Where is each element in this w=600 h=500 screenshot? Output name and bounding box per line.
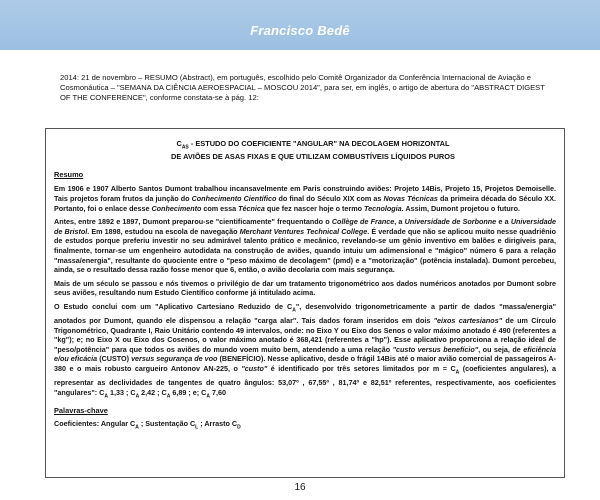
paragraph-1 (54, 184, 556, 213)
intro-paragraph: 2014: 21 de novembro – RESUMO (Abstract), em português, escolhido pelo Comitê Organizador da Conferência Internacional de Aviação e Cosmonáutica – "SEMANA DA CIÊNCIA AEROESPACIAL – MOSCOU 2014", para ser, em inglês, o artigo de abertura do "ABSTRACT DIGEST OF THE CONFERENCE", conforme constata-se à pág. 12: (60, 73, 545, 103)
p4-text-a: O Estudo conclui com um "Aplicativo Cartesiano Reduzido de C (54, 302, 293, 311)
p4-text-c: de um Círculo Trigonométrico, Quadrante I, Raio Unitário contendo 49 intervalos, onde: no Eixo Y ou Eixo dos Senos o valor máximo anotado é 490 (referentes a "kg"); e; no Eixo X ou Eixo dos Cosenos, o valor máximo anotado é 368,421 (referentes a "hp"). Esse aplicativo proporciona a relação ideal de "peso/potência" para que todos os aviões do mundo voem muito bem, atendendo a uma relação (54, 316, 556, 354)
p4-text-g: é identificado por três setores limitados por m = C (267, 364, 456, 373)
p4-text-l: 7,60 (209, 387, 226, 397)
p4-sub-1: A (292, 307, 296, 314)
kw-sub-1: A (135, 424, 139, 431)
header-title: Francisco Bedê (250, 23, 350, 38)
page-number: 16 (294, 482, 306, 493)
p1-em-4: Técnica (238, 203, 265, 213)
p4-text-i: 1,33 ; C (107, 387, 136, 397)
p4-text-h: (coeficientes angulares), a representar as declividades de tangentes de quatro ângulos: 53,07º , 67,55º , 81,74º e 82,51º referentes, respectivamente, aos coeficientes "angulares": C (54, 364, 556, 397)
paragraph-4 (54, 302, 556, 402)
p1-em-3: Conhecimento (151, 203, 202, 213)
p1-text-e: que fez nascer hoje o termo (264, 203, 364, 213)
kw-sub-3: D (237, 424, 241, 431)
p2-text-a: Antes, entre 1892 e 1897, Dumont preparou-se "cientificamente" frequentando o (54, 217, 332, 227)
p4-sub-2: A (455, 369, 460, 376)
article-title (70, 139, 556, 162)
kw-sub-2: L (195, 424, 199, 431)
p2-text-e: . É verdade que não se aplicou muito nesse quadriênio de estudos porque preferiu investir no seu admirável talento prático e mecânico, revelando-se um gênio inventivo em balões e dirigíveis para, finalmente, tornar-se um engenheiro autodidata na construção de aviões, quando intuiu um adimensional e "mágico" número 6 para a relação "massa/energia", resultante do quociente entre o "peso máximo de decolagem" (pmd) e a "motorização" (potência instalada). Dumont percebeu, ainda, se o resultado dessa razão fosse menor que 6, então, o avião decolaria com mais segurança. (54, 226, 556, 275)
p1-text-f: . Assim, Dumont projetou o futuro. (401, 203, 520, 213)
p4-em-3: eficiência e/ou eficácia (54, 344, 556, 364)
kw-text-a: Coeficientes: Angular C (54, 418, 136, 428)
keywords-heading: Palavras-chave (54, 405, 108, 415)
p4-text-k: 6,89 ; e; C (170, 387, 207, 397)
abstract-box (45, 128, 565, 478)
p4-sub-5: A (166, 393, 171, 400)
p4-em-1: "eixos cartesianos" (433, 316, 503, 326)
p2-em-3: Universidade de Bristol (54, 217, 556, 236)
p1-text-d: com essa (201, 203, 239, 213)
p1-em-1: Conhecimento Científico (191, 194, 277, 204)
p1-em-2: Novas Técnicas (383, 194, 438, 204)
p4-text-f: (BENEFÍCIO). Nesse aplicativo, desde o frágil 14Bis até o maior avião comercial de passageiros A-380 e o mais robusto cargueiro Antonov AN-225, o (54, 354, 556, 373)
p2-text-c: e a (496, 217, 511, 227)
p4-em-2: "custo versus benefício" (392, 344, 479, 354)
p4-sub-3: A (104, 393, 108, 400)
p1-text-c: da primeira década do Século XX. Portanto, foi o enlace desse (54, 194, 556, 213)
p4-em-4: versus segurança de voo (131, 354, 218, 364)
title-line2: DE AVIÕES DE ASAS FIXAS E QUE UTILIZAM COMBUSTÍVEIS LÍQUIDOS PUROS (171, 152, 455, 162)
p1-text-a: Em 1906 e 1907 Alberto Santos Dumont trabalhou incansavelmente em Paris construindo aviões: Projeto 14Bis, Projeto 15, Projetos Demoiselle. Tais projetos foram frutos da junção do (54, 184, 556, 204)
p2-text-d: . Em 1898, estudou na escola de navegação (87, 226, 240, 236)
resumo-heading: Resumo (54, 170, 84, 180)
p4-em-5: "custo" (241, 364, 268, 373)
p4-sub-6: A (206, 393, 210, 400)
p2-em-2: Universidade de Sorbonne (404, 217, 497, 227)
p4-sub-4: A (135, 393, 140, 400)
p4-text-d: , ou seja, de (478, 344, 524, 354)
p2-em-4: Merchant Ventures Technical College (239, 226, 368, 236)
keywords-line (54, 419, 556, 433)
p4-text-j: 2,42 ; C (139, 387, 167, 397)
abstract-content (54, 139, 556, 437)
paragraph-2 (54, 217, 556, 275)
p4-text-b: ", desenvolvido trigonometricamente a partir de dados "massa/energia" anotados por Dumont, quando ele dispensou a relação "carga alar". Tais dados foram inseridos em dois (54, 302, 556, 326)
p2-em-1: Collège de France (331, 217, 395, 227)
title-prefix: C (176, 139, 182, 148)
p1-text-b: do final do Século XIX com as (276, 194, 384, 204)
paragraph-3: Mais de um século se passou e nós tivemos o privilégio de dar um tratamento trigonométrico aos dados numéricos anotados por Dumont sobre seus aviões, resultando num Estudo Científico conforme já intitulado acima. (54, 278, 556, 298)
kw-text-b: ; Sustentação C (138, 418, 196, 428)
kw-text-c: ; Arrasto C (198, 418, 238, 428)
title-sub: AS (181, 144, 189, 151)
p1-em-5: Tecnologia (364, 203, 402, 213)
title-line1: - ESTUDO DO COEFICIENTE "ANGULAR" NA DECOLAGEM HORIZONTAL (188, 139, 450, 148)
p4-text-e: (CUSTO) (97, 354, 132, 364)
p2-text-b: , a (394, 217, 405, 227)
